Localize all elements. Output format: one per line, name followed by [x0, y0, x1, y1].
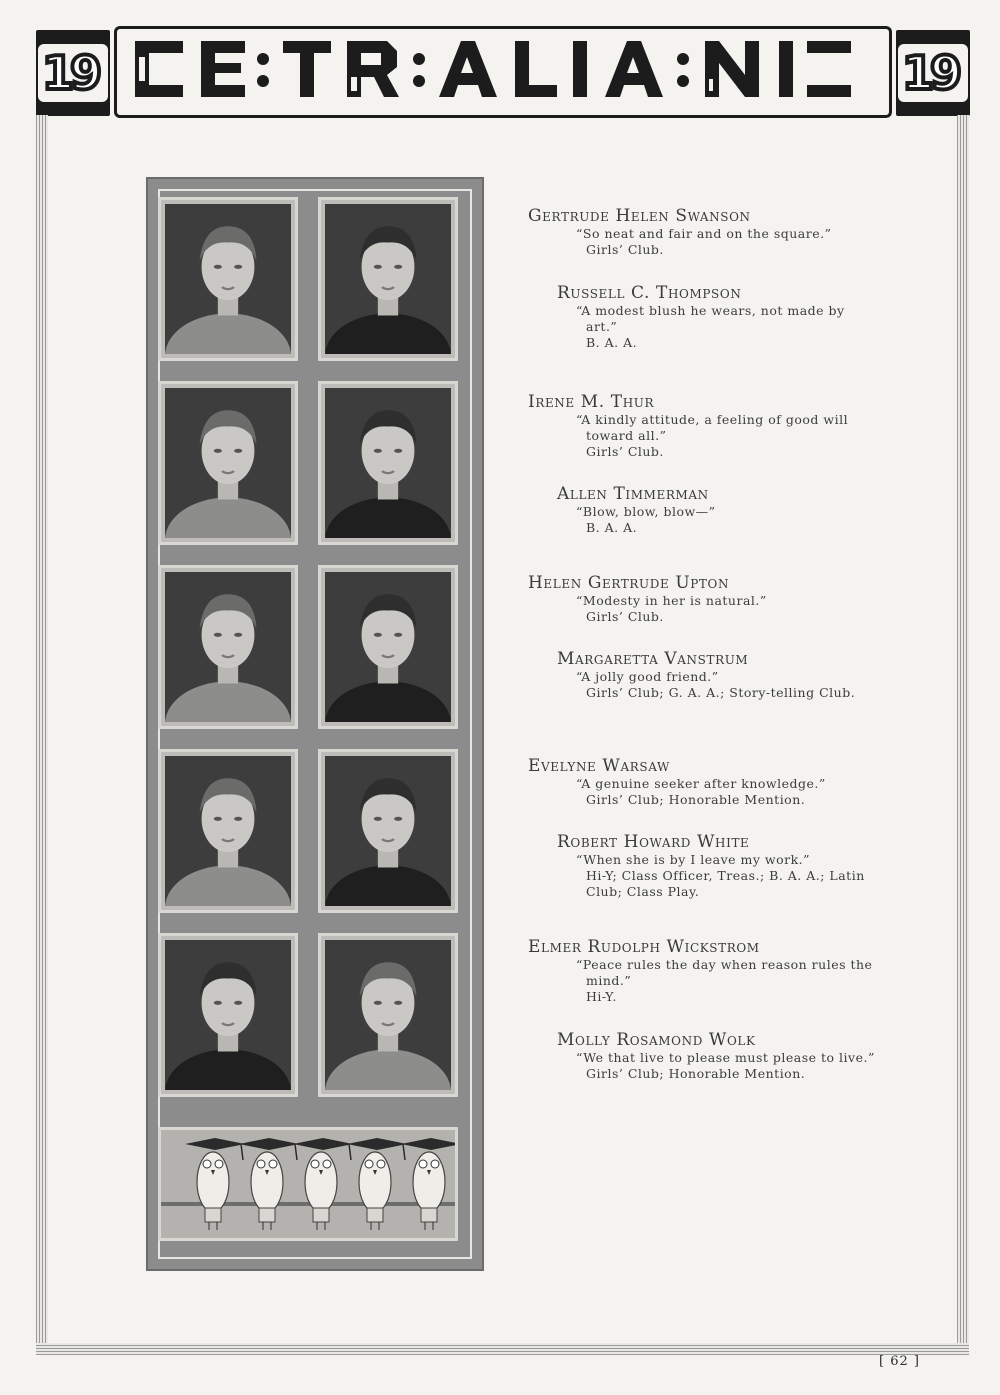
- portrait-frame: [318, 381, 458, 545]
- portrait-frame: [158, 933, 298, 1097]
- portrait-frame: [318, 749, 458, 913]
- senior-entry: [557, 1030, 876, 1082]
- page-border-bottom: [36, 1343, 969, 1355]
- title-strip: [114, 26, 892, 118]
- student-activities: Girls’ Club.: [586, 242, 664, 257]
- portrait-frame: [318, 197, 458, 361]
- page-number: [ 62 ]: [879, 1354, 920, 1369]
- student-quote: “A genuine seeker after knowledge.”: [576, 776, 826, 791]
- year-right-box: [896, 30, 970, 116]
- student-name: Helen Gertrude Upton: [528, 573, 730, 593]
- portrait-frame: [158, 565, 298, 729]
- student-quote: “We that live to please must please to live.”: [576, 1050, 875, 1065]
- student-quote: “Blow, blow, blow—”: [576, 504, 716, 519]
- student-name: Irene M. Thur: [528, 392, 655, 412]
- senior-entry: [528, 392, 876, 460]
- senior-entry: [528, 756, 876, 808]
- student-quote: “A jolly good friend.”: [576, 669, 719, 684]
- portrait-frame: [158, 749, 298, 913]
- senior-entry: [528, 573, 876, 625]
- student-name: Gertrude Helen Swanson: [528, 206, 751, 226]
- student-activities: B. A. A.: [586, 520, 638, 535]
- portrait-photo: [325, 940, 451, 1090]
- title-lettering-text: [117, 29, 118, 30]
- student-name: Evelyne Warsaw: [528, 756, 670, 776]
- portrait-photo: [325, 388, 451, 538]
- student-name: Molly Rosamond Wolk: [557, 1030, 756, 1050]
- student-quote: “When she is by I leave my work.”: [576, 852, 811, 867]
- student-activities: B. A. A.: [586, 335, 638, 350]
- student-activities: Hi-Y; Class Officer, Treas.; B. A. A.; Latin Club; Class Play.: [586, 868, 865, 899]
- senior-entry: [528, 937, 876, 1005]
- portrait-photo: [165, 388, 291, 538]
- student-activities: Girls’ Club; G. A. A.; Story-telling Club.: [586, 685, 856, 700]
- senior-entry: [557, 832, 876, 900]
- header-banner: [36, 20, 970, 120]
- portrait-frame: [158, 381, 298, 545]
- portrait-photo: [325, 204, 451, 354]
- student-name: Elmer Rudolph Wickstrom: [528, 937, 760, 957]
- portrait-frame: [318, 565, 458, 729]
- student-quote: “A kindly attitude, a feeling of good will toward all.”: [576, 412, 849, 443]
- senior-entry: [528, 206, 876, 258]
- student-activities: Girls’ Club.: [586, 609, 664, 624]
- student-activities: Hi-Y.: [586, 989, 617, 1004]
- student-name: Russell C. Thompson: [557, 283, 742, 303]
- student-activities: Girls’ Club; Honorable Mention.: [586, 1066, 806, 1081]
- portrait-photo: [165, 940, 291, 1090]
- student-activities: Girls’ Club.: [586, 444, 664, 459]
- senior-entry: [557, 484, 876, 536]
- portrait-photo: [165, 572, 291, 722]
- portrait-photo: [325, 572, 451, 722]
- photo-grid: [158, 197, 458, 1097]
- owl-graduates-drawing: [161, 1130, 455, 1238]
- student-name: Allen Timmerman: [557, 484, 709, 504]
- portrait-frame: [318, 933, 458, 1097]
- owl-graduates-illustration: [158, 1127, 458, 1241]
- year-left-box: [36, 30, 110, 116]
- page-border-right: [957, 115, 969, 1355]
- student-quote: “Peace rules the day when reason rules the mind.”: [576, 957, 873, 988]
- year-right: 19: [898, 44, 968, 102]
- centralian-lettering-logo: [117, 29, 889, 109]
- page-border-left: [36, 115, 48, 1355]
- portrait-photo: [165, 756, 291, 906]
- student-name: Robert Howard White: [557, 832, 750, 852]
- senior-entry: [557, 283, 876, 351]
- senior-entry: [557, 649, 876, 701]
- student-quote: “Modesty in her is natural.”: [576, 593, 767, 608]
- student-name: Margaretta Vanstrum: [557, 649, 749, 669]
- portrait-photo: [165, 204, 291, 354]
- year-left: 19: [38, 44, 108, 102]
- photo-panel: [146, 177, 484, 1271]
- portrait-photo: [325, 756, 451, 906]
- portrait-frame: [158, 197, 298, 361]
- student-quote: “A modest blush he wears, not made by art.”: [576, 303, 845, 334]
- student-quote: “So neat and fair and on the square.”: [576, 226, 832, 241]
- student-activities: Girls’ Club; Honorable Mention.: [586, 792, 806, 807]
